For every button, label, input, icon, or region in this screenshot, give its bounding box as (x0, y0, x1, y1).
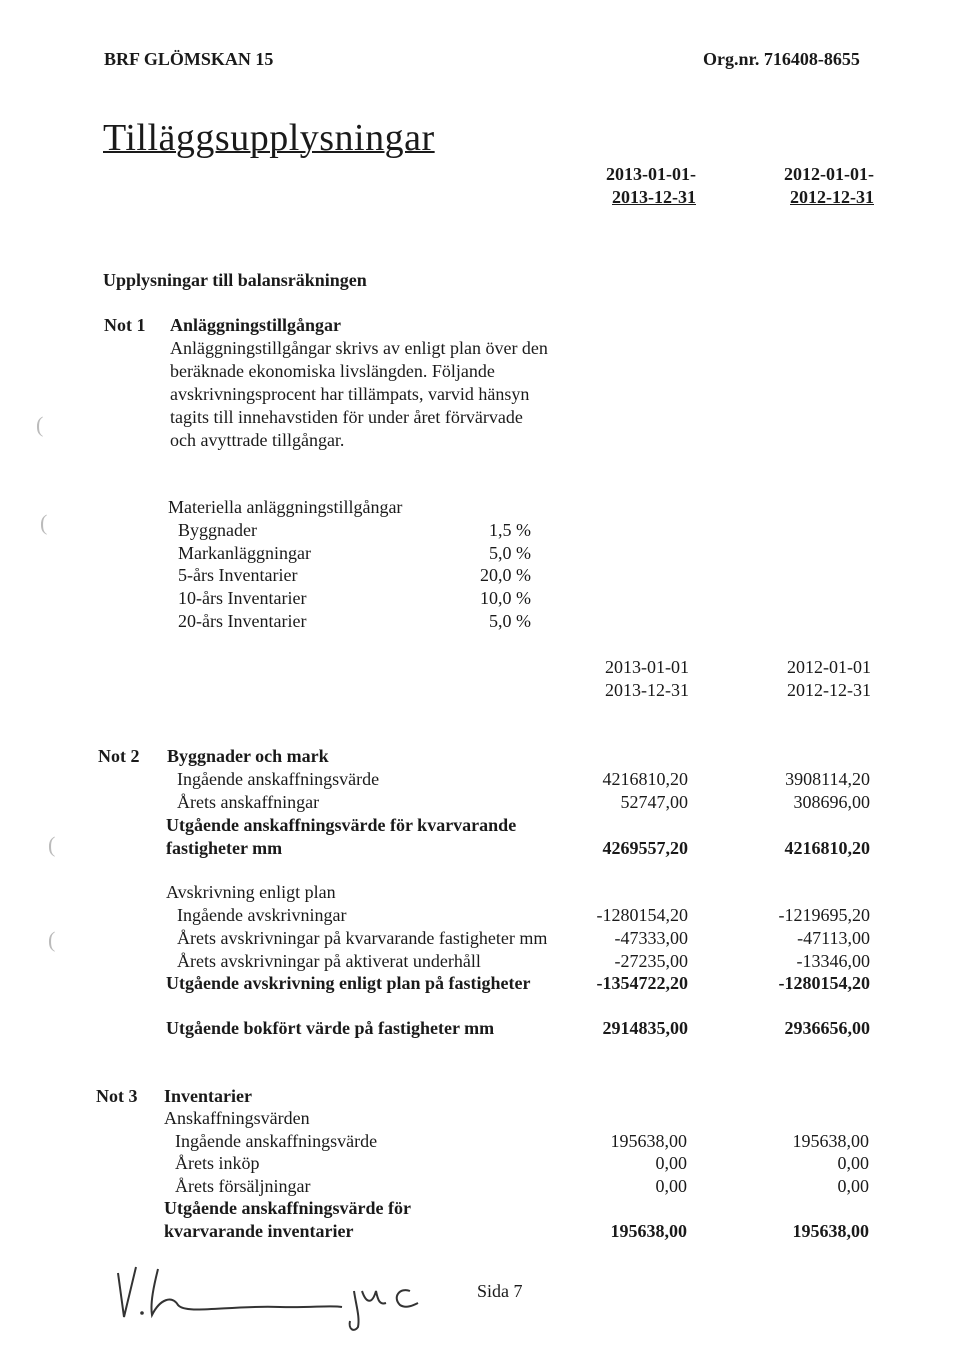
row-label: Årets försäljningar (175, 1176, 311, 1196)
period-previous-start: 2012-01-01 (787, 657, 871, 677)
scan-mark: ( (40, 510, 48, 535)
total-label: Utgående anskaffningsvärde för kvarvarande (166, 815, 517, 835)
rate-value: 5,0 % (489, 611, 531, 631)
rate-value: 10,0 % (480, 588, 531, 608)
period-current-start: 2013-01-01 (605, 657, 689, 677)
note-3-heading: Inventarier (164, 1086, 252, 1106)
total-current-value: 4269557,20 (602, 838, 688, 858)
row-current-value: -27235,00 (614, 951, 688, 971)
row-label: Årets avskrivningar på kvarvarande fastigheter mm (177, 928, 548, 948)
book-previous-value: 2936656,00 (784, 1018, 870, 1038)
row-label: Årets avskrivningar på aktiverat underhåll (177, 951, 481, 971)
row-current-value: 0,00 (655, 1153, 687, 1173)
note-1-text-line: beräknade ekonomiska livslängden. Följande (170, 361, 495, 381)
rate-value: 5,0 % (489, 543, 531, 563)
note-1-label: Not 1 (104, 315, 146, 335)
total-label: Utgående anskaffningsvärde för (164, 1198, 412, 1218)
scan-mark: ( (36, 412, 44, 437)
association-name: BRF GLÖMSKAN 15 (104, 49, 274, 69)
period-previous-end: 2012-12-31 (787, 680, 871, 700)
book-value-label: Utgående bokfört värde på fastigheter mm (166, 1018, 495, 1038)
note-3-label: Not 3 (96, 1086, 138, 1106)
page-number: Sida 7 (477, 1281, 523, 1301)
note-1-text-line: och avyttrade tillgångar. (170, 430, 345, 450)
org-number: Org.nr. 716408-8655 (703, 49, 860, 69)
row-current-value: 52747,00 (620, 792, 688, 812)
note-2-label: Not 2 (98, 746, 140, 766)
rate-value: 20,0 % (480, 565, 531, 585)
period-previous-end: 2012-12-31 (790, 187, 874, 207)
scan-mark: ( (48, 832, 56, 857)
total-previous-value: 4216810,20 (784, 838, 870, 858)
rate-name: 10-års Inventarier (178, 588, 307, 608)
row-label: Årets anskaffningar (177, 792, 320, 812)
row-label: Ingående anskaffningsvärde (177, 769, 380, 789)
note-1-text-line: Anläggningstillgångar skrivs av enligt plan över den (170, 338, 548, 358)
note-1-text-line: avskrivningsprocent har tillämpats, varvid hänsyn (170, 384, 530, 404)
total-current-value: 195638,00 (610, 1221, 687, 1241)
row-previous-value: 3908114,20 (785, 769, 870, 789)
row-label: Årets inköp (175, 1153, 260, 1173)
row-current-value: 0,00 (655, 1176, 687, 1196)
note-2-heading: Byggnader och mark (167, 746, 329, 766)
book-current-value: 2914835,00 (602, 1018, 688, 1038)
row-previous-value: -47113,00 (797, 928, 870, 948)
note-1-heading: Anläggningstillgångar (170, 315, 342, 335)
row-label: Ingående anskaffningsvärde (175, 1131, 378, 1151)
period-current-end: 2013-12-31 (612, 187, 696, 207)
total-current-value: -1354722,20 (596, 973, 688, 993)
rate-name: Byggnader (178, 520, 257, 540)
period-current-end: 2013-12-31 (605, 680, 689, 700)
row-previous-value: -1219695,20 (778, 905, 870, 925)
total-previous-value: -1280154,20 (778, 973, 870, 993)
signature-graphic (110, 1255, 430, 1335)
page-title: Tilläggsupplysningar (103, 117, 435, 159)
depreciation-heading: Avskrivning enligt plan (166, 882, 336, 902)
total-previous-value: 195638,00 (792, 1221, 869, 1241)
row-previous-value: 308696,00 (793, 792, 870, 812)
row-label: Ingående avskrivningar (177, 905, 347, 925)
row-current-value: -47333,00 (614, 928, 688, 948)
row-previous-value: 195638,00 (792, 1131, 869, 1151)
rate-name: Markanläggningar (178, 543, 311, 563)
total-label: Utgående avskrivning enligt plan på fastigheter (166, 973, 531, 993)
rates-heading: Materiella anläggningstillgångar (168, 497, 403, 517)
period-previous-start: 2012-01-01- (784, 164, 874, 184)
scan-mark: ( (48, 927, 56, 952)
row-previous-value: -13346,00 (796, 951, 870, 971)
row-current-value: 4216810,20 (602, 769, 688, 789)
rate-name: 5-års Inventarier (178, 565, 298, 585)
note-3-subheading: Anskaffningsvärden (164, 1108, 310, 1128)
rate-value: 1,5 % (489, 520, 531, 540)
total-label: kvarvarande inventarier (164, 1221, 354, 1241)
total-label: fastigheter mm (166, 838, 283, 858)
section-heading: Upplysningar till balansräkningen (103, 270, 367, 290)
period-current-start: 2013-01-01- (606, 164, 696, 184)
rate-name: 20-års Inventarier (178, 611, 307, 631)
row-current-value: 195638,00 (610, 1131, 687, 1151)
row-previous-value: 0,00 (837, 1153, 869, 1173)
note-1-text-line: tagits till innehavstiden för under året förvärvade (170, 407, 523, 427)
row-previous-value: 0,00 (837, 1176, 869, 1196)
row-current-value: -1280154,20 (596, 905, 688, 925)
